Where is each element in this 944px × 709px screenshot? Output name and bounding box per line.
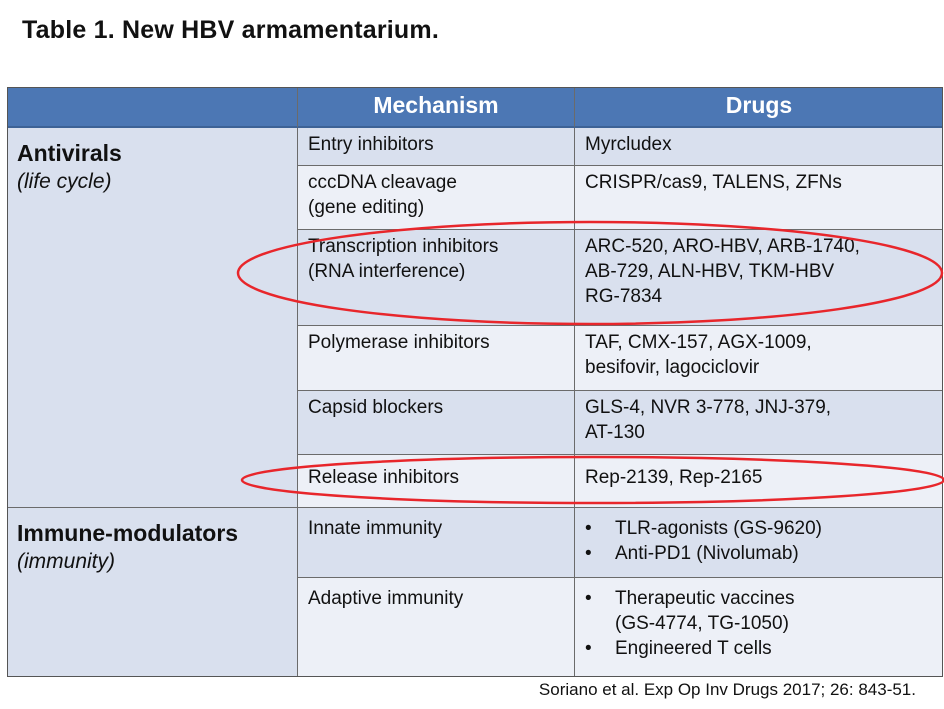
- drugs-text: GLS-4, NVR 3-778, JNJ-379,: [585, 397, 832, 418]
- bullet-text: Engineered T cells: [615, 638, 772, 659]
- mechanism-text: cccDNA cleavage: [308, 172, 457, 193]
- bullet-icon: •: [585, 543, 592, 564]
- header-drugs: Drugs: [575, 87, 943, 128]
- mechanism-text: Transcription inhibitors: [308, 236, 499, 257]
- drugs-cell: [575, 166, 943, 230]
- drugs-cell: [575, 326, 943, 391]
- bullet-text: Anti-PD1 (Nivolumab): [615, 543, 799, 564]
- drugs-text: Myrcludex: [585, 134, 672, 155]
- bullet-item: [585, 586, 933, 636]
- drugs-text: AT-130: [585, 422, 645, 443]
- mechanism-text: (RNA interference): [308, 261, 466, 282]
- table-title: Table 1. New HBV armamentarium.: [22, 16, 439, 44]
- mechanism-cell: [298, 230, 575, 326]
- drugs-cell: [575, 230, 943, 326]
- header-mechanism: Mechanism: [298, 87, 575, 128]
- bullet-text: (GS-4774, TG-1050): [615, 613, 789, 634]
- mechanism-cell: [298, 508, 575, 578]
- mechanism-text: Entry inhibitors: [308, 134, 434, 155]
- mechanism-cell: [298, 326, 575, 391]
- mechanism-text: (gene editing): [308, 197, 425, 218]
- drugs-text: CRISPR/cas9, TALENS, ZFNs: [585, 172, 842, 193]
- mechanism-text: Innate immunity: [308, 518, 443, 539]
- bullet-icon: •: [585, 518, 592, 539]
- mechanism-cell: [298, 455, 575, 508]
- mechanism-cell: [298, 391, 575, 455]
- category-name: Immune-modulators: [17, 520, 239, 546]
- drugs-cell: [575, 391, 943, 455]
- drugs-cell: [575, 508, 943, 578]
- drugs-cell: [575, 455, 943, 508]
- category-name: Antivirals: [17, 140, 122, 166]
- bullet-icon: •: [585, 638, 592, 659]
- drugs-text: Rep-2139, Rep-2165: [585, 467, 763, 488]
- drugs-text: TAF, CMX-157, AGX-1009,: [585, 332, 812, 353]
- bullet-icon: •: [585, 588, 592, 609]
- mechanism-cell: [298, 578, 575, 677]
- bullet-item: [585, 516, 933, 541]
- category-subtitle: (immunity): [17, 550, 115, 573]
- category-subtitle: (life cycle): [17, 170, 112, 193]
- mechanism-text: Release inhibitors: [308, 467, 460, 488]
- mechanism-cell: [298, 166, 575, 230]
- mechanism-text: Polymerase inhibitors: [308, 332, 490, 353]
- drugs-cell: [575, 128, 943, 166]
- drugs-text: besifovir, lagociclovir: [585, 357, 760, 378]
- mechanism-text: Capsid blockers: [308, 397, 444, 418]
- bullet-item: [585, 636, 933, 661]
- header-category-cell: [7, 87, 298, 128]
- bullet-text: Therapeutic vaccines: [615, 588, 795, 609]
- mechanism-text: Adaptive immunity: [308, 588, 464, 609]
- bullet-text: TLR-agonists (GS-9620): [615, 518, 822, 539]
- drugs-text: ARC-520, ARO-HBV, ARB-1740,: [585, 236, 860, 257]
- mechanism-cell: [298, 128, 575, 166]
- drugs-cell: [575, 578, 943, 677]
- drugs-text: AB-729, ALN-HBV, TKM-HBV: [585, 261, 835, 282]
- hbv-table: [7, 87, 943, 677]
- citation: Soriano et al. Exp Op Inv Drugs 2017; 26: 843-51.: [538, 680, 916, 699]
- drugs-text: RG-7834: [585, 286, 663, 307]
- category-immune-modulators: [7, 508, 298, 677]
- bullet-item: [585, 541, 933, 566]
- category-antivirals: [7, 128, 298, 508]
